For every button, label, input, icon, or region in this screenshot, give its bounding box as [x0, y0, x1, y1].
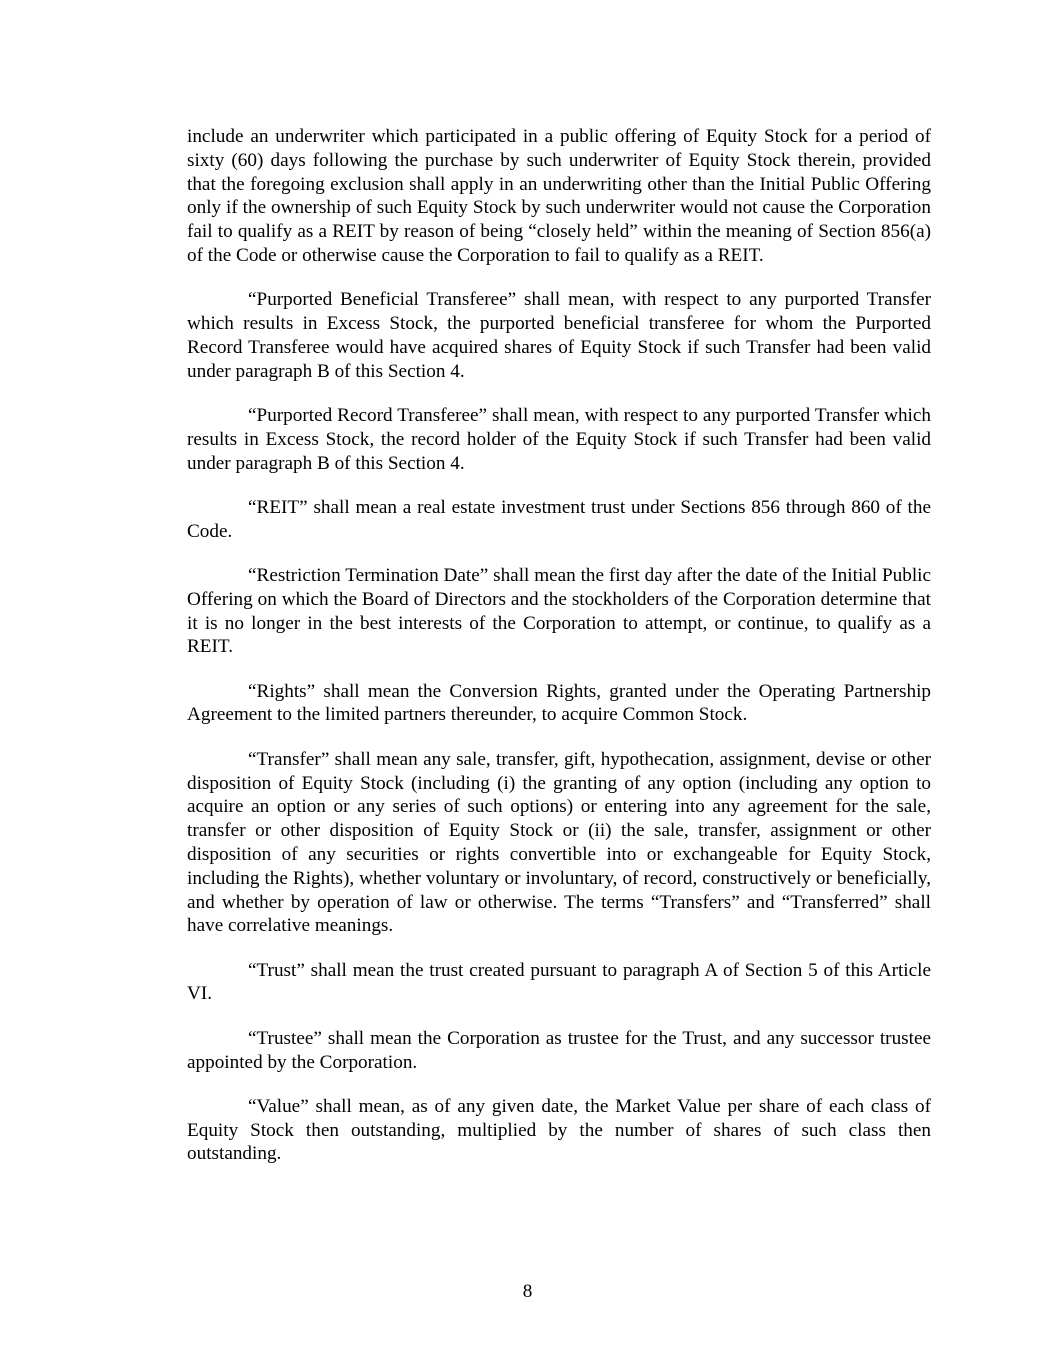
paragraph-purported-record-transferee: “Purported Record Transferee” shall mean, with respect to any purported Transfer which results in Excess Stock, the record holder of the Equity Stock if such Transfer had been valid under paragraph B of this Section 4.	[187, 404, 931, 474]
paragraph-trust: “Trust” shall mean the trust created pursuant to paragraph A of Section 5 of this Article VI.	[187, 959, 931, 1005]
paragraph-transfer: “Transfer” shall mean any sale, transfer, gift, hypothecation, assignment, devise or other disposition of Equity Stock (including (i) the granting of any option (including any option to acquire an option or any series of such options) or entering into any agreement for the sale, transfer or other disposition of Equity Stock or (ii) the sale, transfer, assignment or other disposition of any securities or rights convertible into or exchangeable for Equity Stock, including the Rights), whether voluntary or involuntary, of record, constructively or beneficially, and whether by operation of law or otherwise. The terms “Transfers” and “Transferred” shall have correlative meanings.	[187, 748, 931, 937]
paragraph-continuation: include an underwriter which participated in a public offering of Equity Stock for a period of sixty (60) days following the purchase by such underwriter of Equity Stock therein, provided that the foregoing exclusion shall apply in an underwriting other than the Initial Public Offering only if the ownership of such Equity Stock by such underwriter would not cause the Corporation fail to qualify as a REIT by reason of being “closely held” within the meaning of Section 856(a) of the Code or otherwise cause the Corporation to fail to qualify as a REIT.	[187, 126, 931, 266]
paragraph-reit: “REIT” shall mean a real estate investment trust under Sections 856 through 860 of the Code.	[187, 496, 931, 542]
paragraph-purported-beneficial-transferee: “Purported Beneficial Transferee” shall mean, with respect to any purported Transfer which results in Excess Stock, the purported beneficial transferee for whom the Purported Record Transferee would have acquired shares of Equity Stock if such Transfer had been valid under paragraph B of this Section 4.	[187, 289, 931, 382]
paragraph-rights: “Rights” shall mean the Conversion Rights, granted under the Operating Partnership Agreement to the limited partners thereunder, to acquire Common Stock.	[187, 680, 931, 726]
paragraph-restriction-termination-date: “Restriction Termination Date” shall mean the first day after the date of the Initial Public Offering on which the Board of Directors and the stockholders of the Corporation determine that it is no longer in the best interests of the Corporation to attempt, or continue, to qualify as a REIT.	[187, 564, 931, 658]
document-page	[187, 125, 931, 1187]
page-number: 8	[522, 1281, 533, 1302]
paragraph-value: “Value” shall mean, as of any given date, the Market Value per share of each class of Equity Stock then outstanding, multiplied by the number of shares of such class then outstanding.	[187, 1095, 931, 1165]
paragraph-trustee: “Trustee” shall mean the Corporation as trustee for the Trust, and any successor trustee appointed by the Corporation.	[187, 1027, 931, 1073]
